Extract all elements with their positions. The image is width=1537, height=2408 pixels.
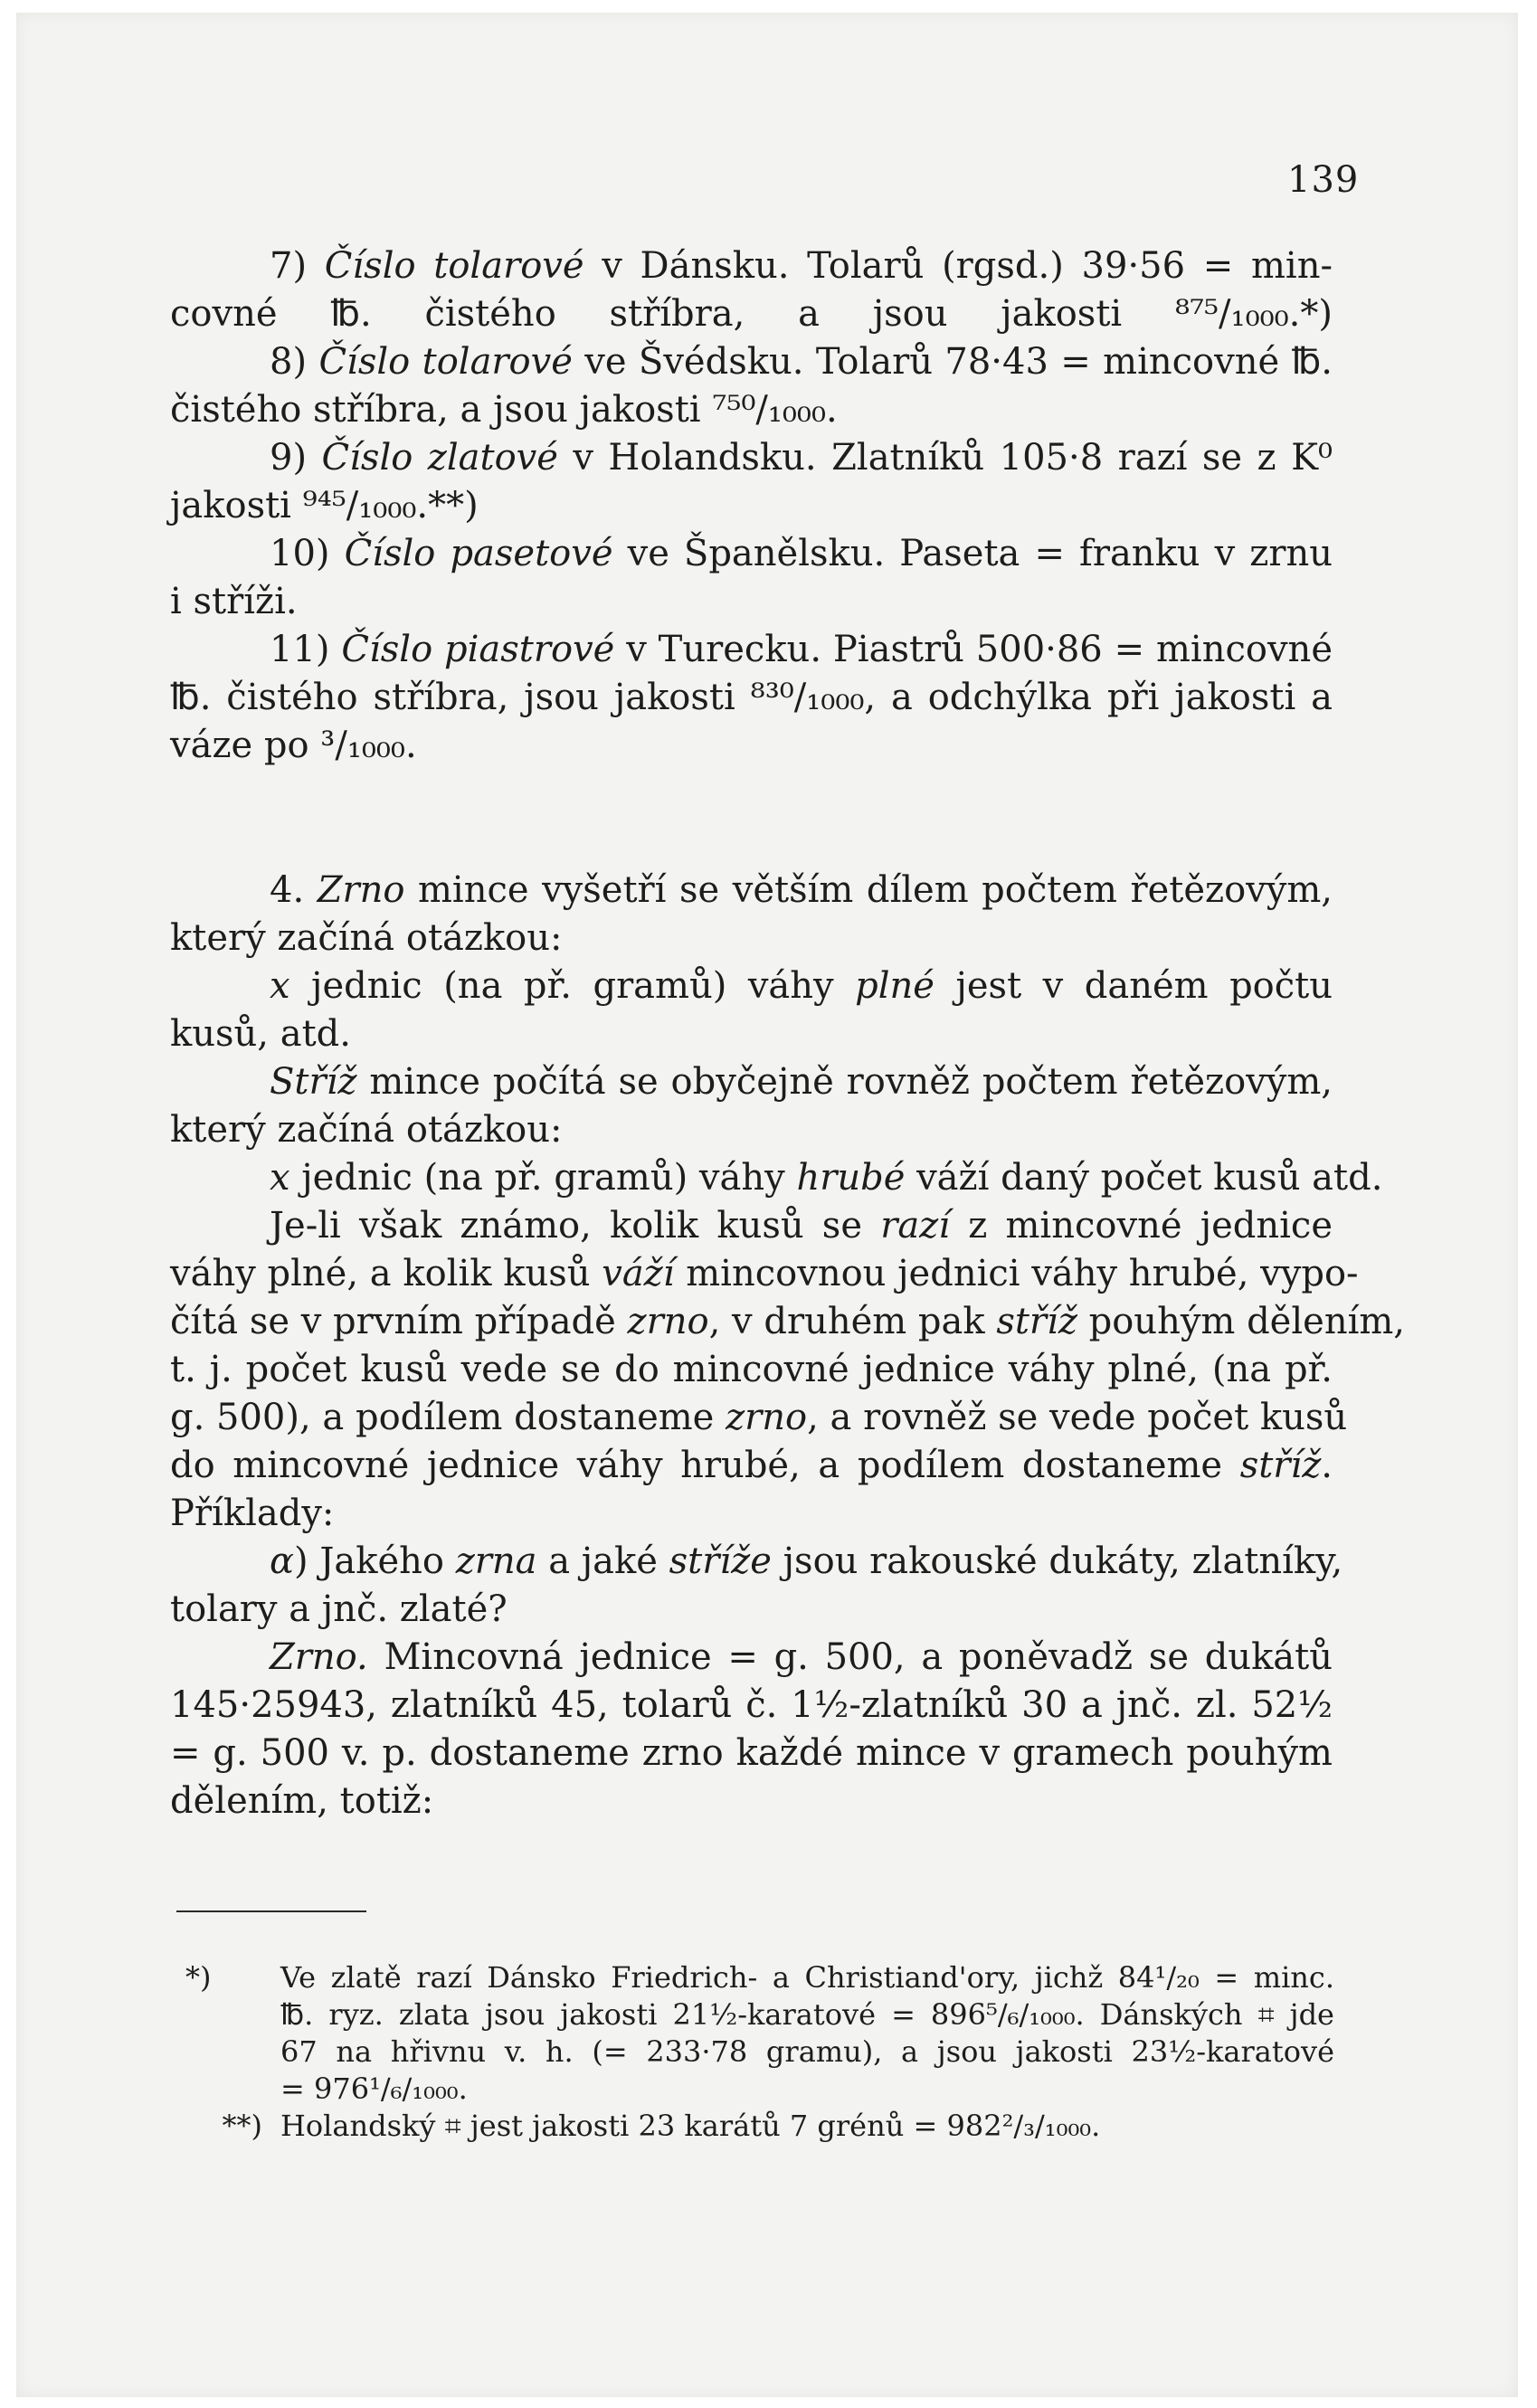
main-text-block-2 [170, 867, 1406, 1825]
text-line: jakosti ⁹⁴⁵/₁₀₀₀.**) [170, 485, 479, 526]
text-line: 4. Zrno mince vyšetří se větším dílem počtem řetězovým, [270, 869, 1333, 911]
text-line: Zrno. Mincovná jednice = g. 500, a poněvadž se dukátů [270, 1636, 1333, 1678]
footnotes [185, 1959, 1334, 2145]
text-line: = g. 500 v. p. dostaneme zrno každé mince v gramech pouhým [170, 1732, 1333, 1774]
text-line: do mincovné jednice váhy hrubé, a podílem dostaneme stříž. [170, 1445, 1333, 1486]
text-line: čistého stříbra, a jsou jakosti ⁷⁵⁰/₁₀₀₀. [170, 389, 838, 431]
text-line: i stříži. [170, 581, 298, 622]
text-line: covné ℔. čistého stříbra, a jsou jakosti ⁸⁷⁵/₁₀₀₀.*) [170, 293, 1333, 335]
text-line: váze po ³/₁₀₀₀. [170, 725, 417, 766]
footnote-line: *) Ve zlatě razí Dánsko Friedrich- a Christiand'ory, jichž 84¹/₂₀ = minc. [185, 1960, 1334, 1995]
text-line: α) Jakého zrna a jaké stříže jsou rakouské dukáty, zlatníky, [270, 1541, 1343, 1582]
text-line: Stříž mince počítá se obyčejně rovněž počtem řetězovým, [270, 1061, 1333, 1103]
text-line: Je-li však známo, kolik kusů se razí z mincovné jednice [270, 1205, 1333, 1247]
text-line: čítá se v prvním případě zrno, v druhém pak stříž pouhým dělením, [170, 1301, 1406, 1342]
footnote-line: = 976¹/₆/₁₀₀₀. [280, 2071, 468, 2106]
text-line: 11) Číslo piastrové v Turecku. Piastrů 500·86 = mincovné [270, 629, 1333, 670]
text-line: t. j. počet kusů vede se do mincovné jednice váhy plné, (na př. [170, 1349, 1333, 1390]
footnote-marker: **) [222, 2109, 262, 2143]
footnote-line: 67 na hřivnu v. h. (= 233·78 gramu), a jsou jakosti 23½-karatové [280, 2034, 1334, 2069]
footnote-line: ℔. ryz. zlata jsou jakosti 21½-karatové = 896⁵/₆/₁₀₀₀. Dánských ⌗ jde [280, 1997, 1334, 2032]
main-text-block-1 [170, 242, 1333, 770]
text-line: který začíná otázkou: [170, 1109, 563, 1151]
text-line: ℔. čistého stříbra, jsou jakosti ⁸³⁰/₁₀₀₀, a odchýlka při jakosti a [170, 677, 1333, 718]
text-line: 10) Číslo pasetové ve Španělsku. Paseta = franku v zrnu [270, 533, 1333, 574]
text-line: Příklady: [170, 1493, 335, 1534]
text-line: dělením, totiž: [170, 1780, 434, 1822]
text-line: 7) Číslo tolarové v Dánsku. Tolarů (rgsd.) 39·56 = min- [270, 245, 1333, 287]
text-line: 9) Číslo zlatové v Holandsku. Zlatníků 105·8 razí se z K⁰ [270, 437, 1333, 479]
text-line: x jednic (na př. gramů) váhy plné jest v daném počtu [270, 965, 1333, 1007]
text-line: x jednic (na př. gramů) váhy hrubé váží daný počet kusů atd. [270, 1157, 1383, 1199]
footnote-divider [176, 1910, 366, 1912]
text-line: 8) Číslo tolarové ve Švédsku. Tolarů 78·43 = mincovné ℔. [270, 341, 1333, 383]
footnote-line: **) Holandský ⌗ jest jakosti 23 karátů 7 grénů = 982²/₃/₁₀₀₀. [185, 2108, 1334, 2145]
text-line: tolary a jnč. zlaté? [170, 1588, 508, 1630]
text-line: kusů, atd. [170, 1013, 351, 1055]
footnote-marker: *) [185, 1960, 212, 1995]
page-number: 139 [1287, 159, 1360, 201]
text-line: 145·25943, zlatníků 45, tolarů č. 1½-zlatníků 30 a jnč. zl. 52½ [170, 1684, 1333, 1726]
text-line: váhy plné, a kolik kusů váží mincovnou jednici váhy hrubé, vypo- [170, 1253, 1359, 1294]
text-line: který začíná otázkou: [170, 917, 563, 959]
text-line: g. 500), a podílem dostaneme zrno, a rovněž se vede počet kusů [170, 1397, 1348, 1438]
